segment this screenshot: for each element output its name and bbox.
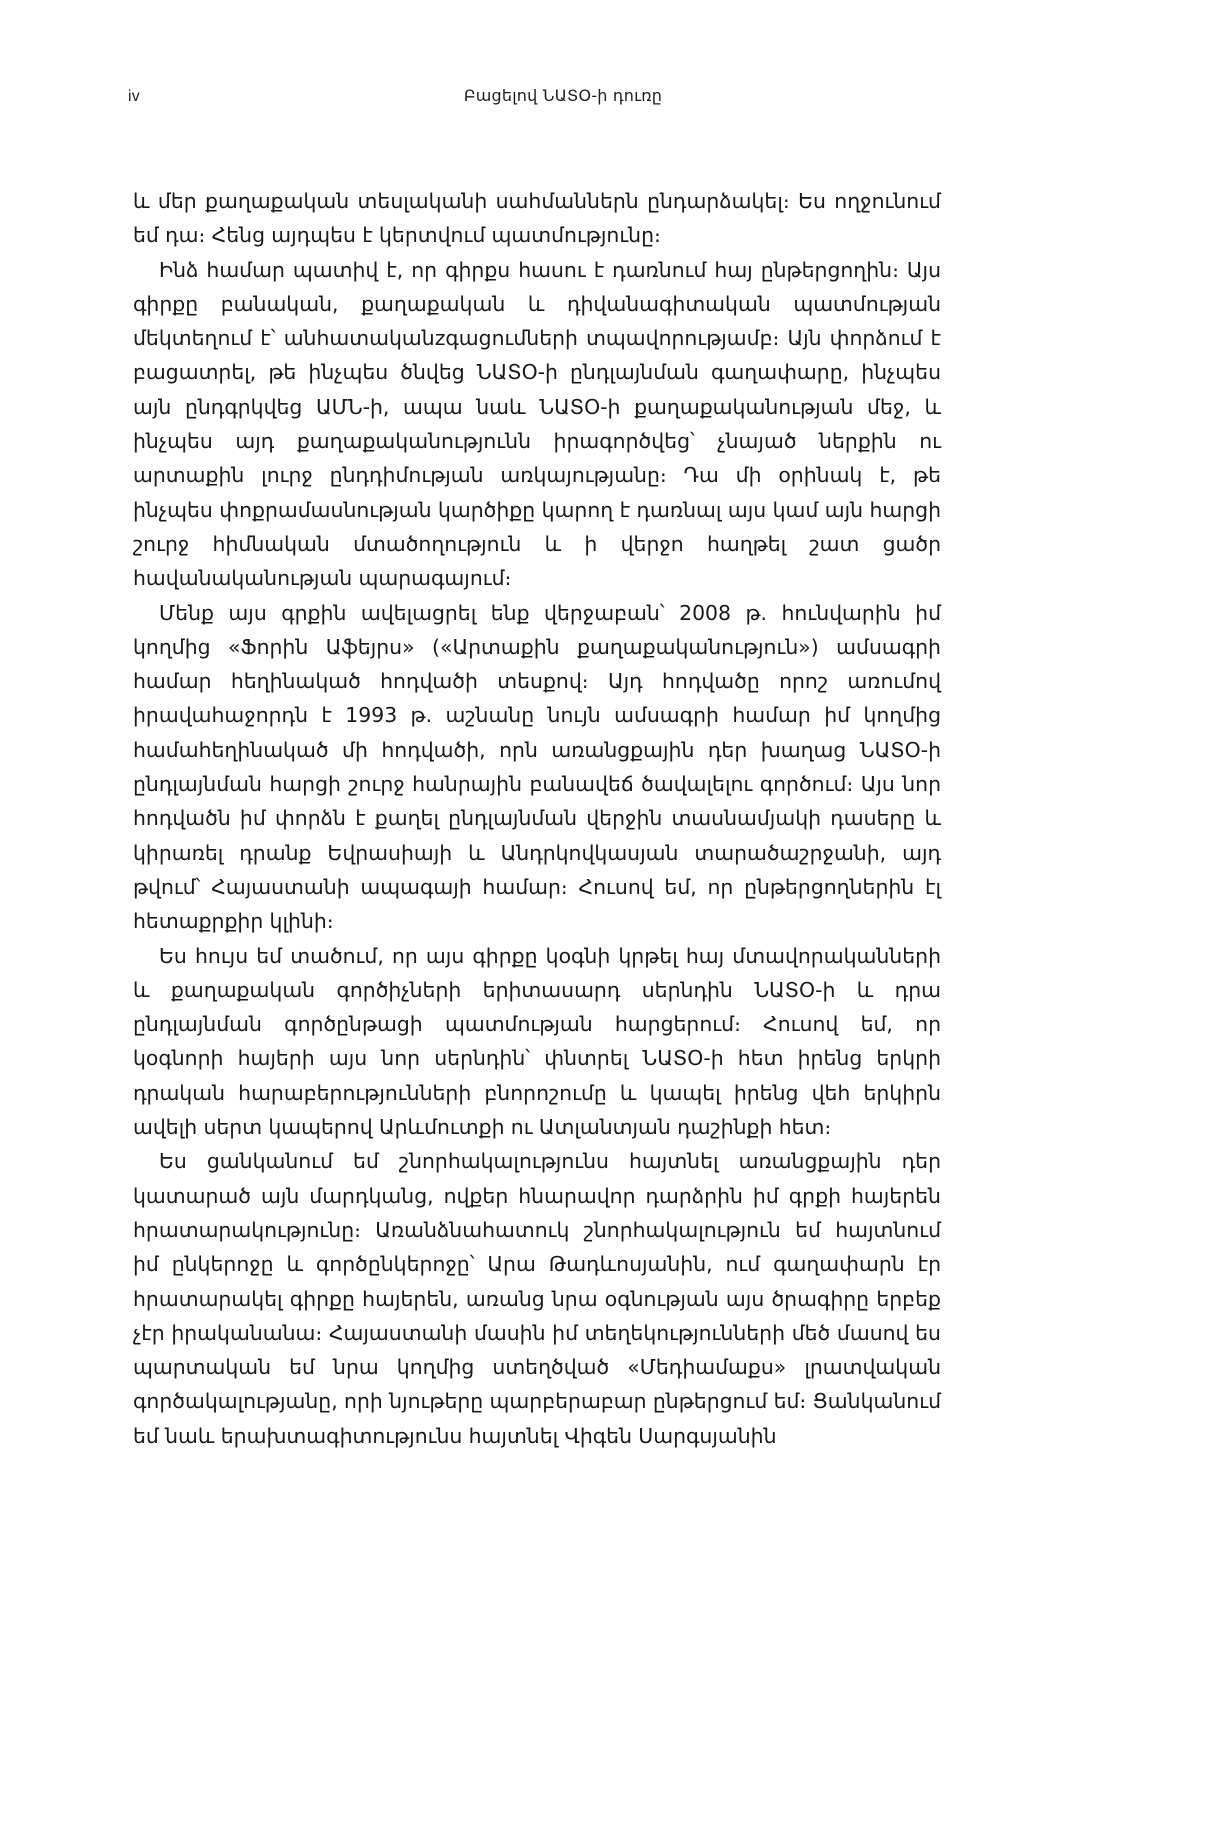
paragraph: Ես ցանկանում եմ շնորհակալությունս հայտնել առանցքային դեր կատարած այն մարդկանց, ովքեր հնարավոր դարձրին իմ գրքի հայերեն հրատարակությունը։ Առանձնահատուկ շնորհակալություն եմ հայտնում իմ ընկերոջը և գործընկերոջը՝ Արա Թադևոսյանին, ում գաղափարն էր հրատարակել գիրքը հայերեն, առանց նրա օգնության այս ծրագիրը երբեք չէր իրականանա։ Հայաստանի մասին իմ տեղեկությունների մեծ մասով ես պարտական եմ նրա կողմից ստեղծված «Մեդիամաքս» լրատվական գործակալությանը, որի նյութերը պարբերաբար ընթերցում եմ։ Ցանկանում եմ նաև երախտագիտությունս հայտնել Վիգեն Սարգսյանին <box>133 1149 941 1448</box>
paragraph: Մենք այս գրքին ավելացրել ենք վերջաբան՝ 2008 թ. հունվարին իմ կողմից «Ֆորին Աֆեյրս» («Արտաքին քաղաքականություն») ամսագրի համար հեղինակած հոդվածի տեսքով։ Այդ հոդվածը որոշ առումով իրավահաջորդն է 1993 թ. աշնանը նույն ամսագրի համար իմ կողմից համահեղինակած մի հոդվածի, որն առանցքային դեր խաղաց ՆԱՏՕ-ի ընդլայնման հարցի շուրջ հանրային բանավեճ ծավալելու գործում։ Այս նոր հոդվածն իմ փորձն է քաղել ընդլայնման վերջին տասնամյակի դասերը և կիրառել դրանք Եվրասիայի և Անդրկովկասյան տարածաշրջանի, այդ թվում՝ Հայաստանի ապագայի համար։ Հուսով եմ, որ ընթերցողներին էլ հետաքրքիր կլինի։ <box>133 600 941 934</box>
paragraph: Ես հույս եմ տածում, որ այս գիրքը կօգնի կրթել հայ մտավորականների և քաղաքական գործիչների երիտասարդ սերնդին ՆԱՏՕ-ի և դրա ընդլայնման գործընթացի պատմության հարցերում։ Հուսով եմ, որ կօգնորի հայերի այս նոր սերնդին՝ փնտրել ՆԱՏՕ-ի հետ իրենց երկրի դրական հարաբերությունների բնորոշումը և կապել իրենց վեհ երկիրն ավելի սերտ կապերով Արևմուտքի ու Ատլանտյան դաշինքի հետ։ <box>133 943 941 1140</box>
paragraph: և մեր քաղաքական տեսլականի սահմաններն ընդարձակել։ Ես ողջունում եմ դա։ Հենց այդպես է կերտվում պատմությունը։ <box>133 189 941 248</box>
page-number: iv <box>128 88 140 105</box>
paragraph: Ինձ համար պատիվ է, որ գիրքս հասու է դառնում հայ ընթերցողին։ Այս գիրքը բանական, քաղաքական և դիվանագիտական պատմության մեկտեղում է՝ անհատականzգացումների տպավորությամբ։ Այն փորձում է բացատրել, թե ինչպես ծնվեց ՆԱՏՕ-ի ընդլայնման գաղափարը, ինչպես այն ընդգրկվեց ԱՄՆ-ի, ապա նաև ՆԱՏՕ-ի քաղաքականության մեջ, և ինչպես այդ քաղաքականությունն իրագործվեց՝ չնայած ներքին ու արտաքին լուրջ ընդդիմության առկայությանը։ Դա մի օրինակ է, թե ինչպես փոքրամասնության կարծիքը կարող է դառնալ այս կամ այն հարցի շուրջ հիմնական մտածողություն և ի վերջո հաղթել շատ ցածր հավանականության պարագայում։ <box>133 257 941 591</box>
body-text-block <box>133 184 941 1453</box>
running-title: Բացելով ՆԱՏՕ-ի դուռը <box>463 86 663 105</box>
running-header <box>128 86 1078 110</box>
